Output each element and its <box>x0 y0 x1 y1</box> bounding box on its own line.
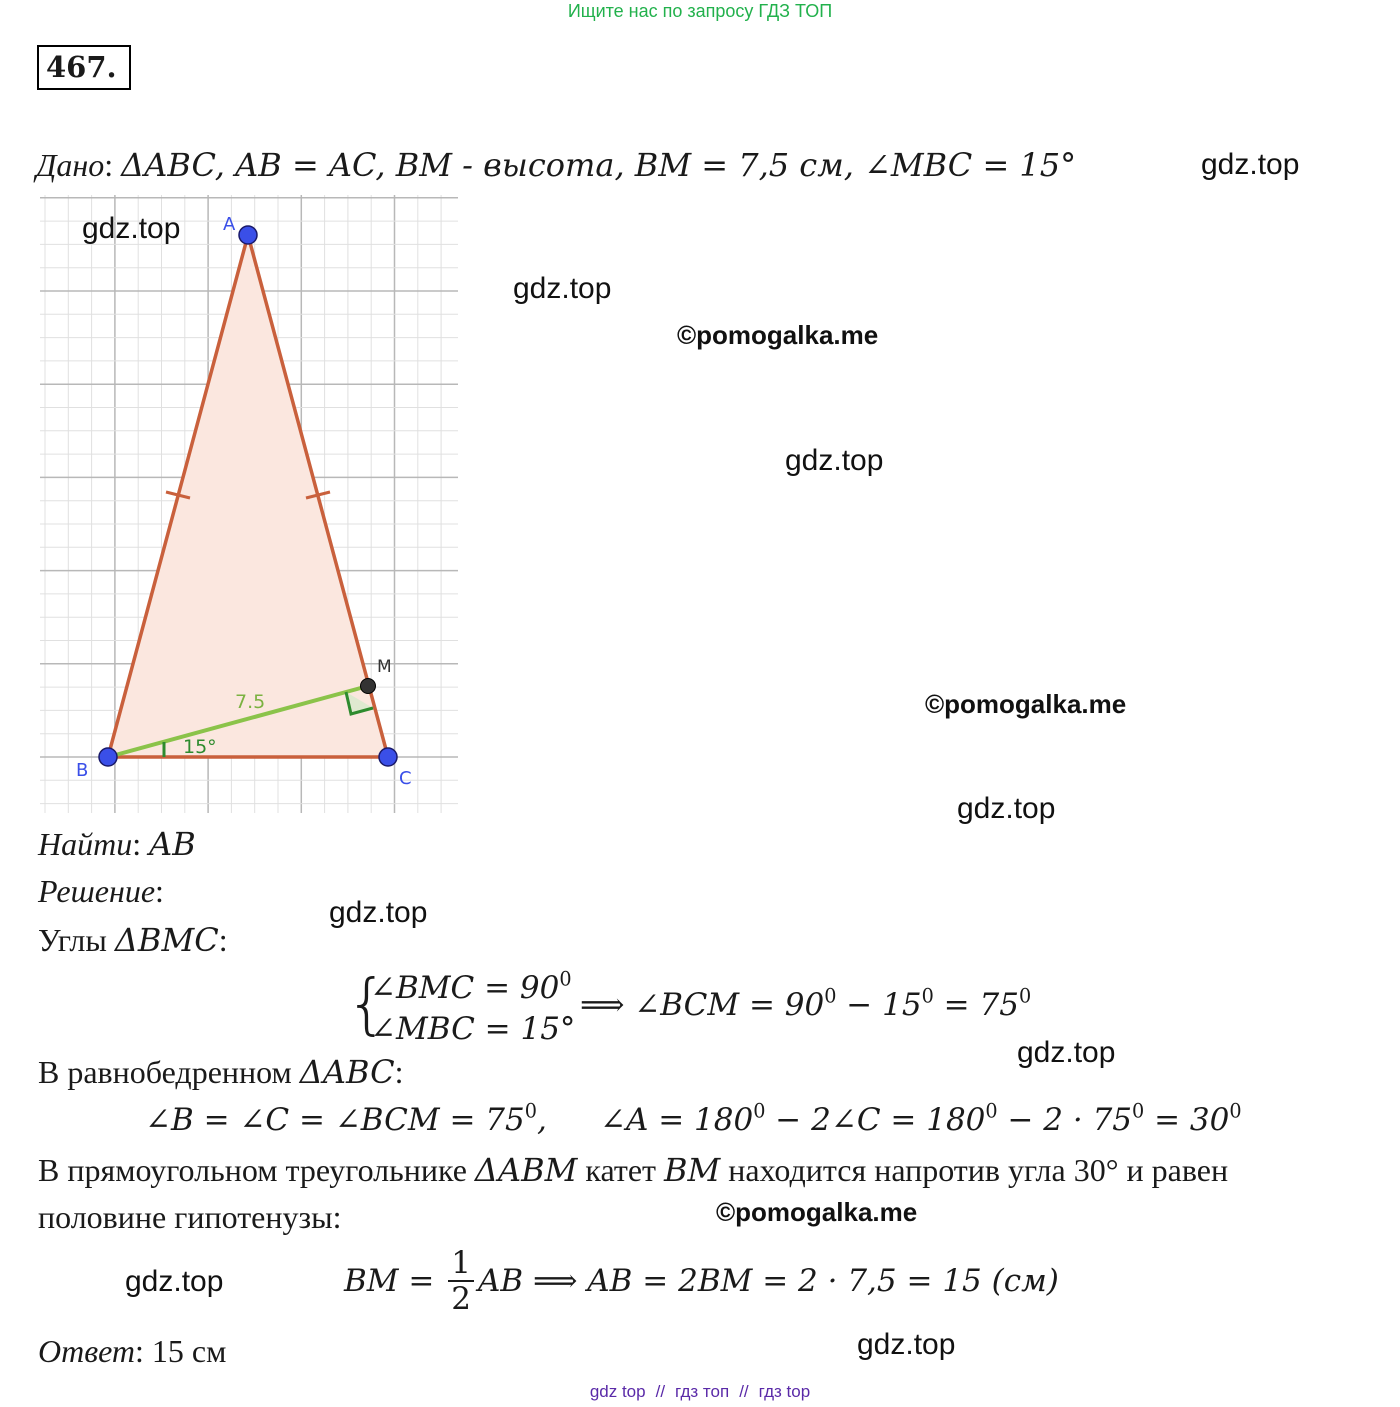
angles-heading: Углы ΔBMC: <box>38 921 228 959</box>
isosceles-line: В равнобедренном ΔABC: <box>38 1053 404 1091</box>
right-text-4: половине гипотенузы: <box>38 1199 342 1235</box>
eq-angle-b-exp: 0 <box>524 1099 537 1123</box>
eq-angle-a-3: − 2 · 75 <box>997 1102 1133 1138</box>
footer-separator: // <box>655 1382 666 1401</box>
implication-c: = 75 <box>933 987 1019 1023</box>
system-line-1 <box>370 967 572 1006</box>
system-line-2 <box>370 1011 575 1047</box>
eq-angle-a <box>600 1099 1242 1138</box>
label-vertex-b: B <box>76 760 89 781</box>
footer-link-gdz-top-ru[interactable]: гдз топ <box>675 1382 730 1401</box>
isosceles-triangle: ΔABC <box>299 1053 395 1091</box>
given-text: ΔABC, AB = AC, BM - высота, BM = 7,5 см, ∠MBC = 15° <box>121 146 1077 184</box>
eq-angle-a-2: − 2∠C = 180 <box>765 1102 986 1138</box>
final-rhs: AB ⟹ AB = 2BM = 2 · 7,5 = 15 (см) <box>477 1263 1059 1299</box>
eq-angle-a-exp-3: 0 <box>1132 1099 1145 1123</box>
watermark-gdz: gdz.top <box>857 1328 956 1361</box>
watermark-gdz: gdz.top <box>82 212 181 245</box>
vertex-a[interactable] <box>239 226 257 244</box>
right-triangle-line-2 <box>38 1199 342 1236</box>
eq-angle-b <box>145 1099 547 1138</box>
eq-angle-a-exp-4: 0 <box>1229 1099 1242 1123</box>
top-banner-link[interactable]: Ищите нас по запросу ГДЗ ТОП <box>567 1 833 21</box>
right-leg: BM <box>664 1151 721 1189</box>
solution-label-line: Решение: <box>38 873 164 909</box>
watermark-gdz: gdz.top <box>329 896 428 929</box>
watermark-gdz: gdz.top <box>785 444 884 477</box>
watermark-pomogalka: ©pomogalka.me <box>925 689 1127 719</box>
vertex-b[interactable] <box>99 748 117 766</box>
footer-separator: // <box>739 1382 749 1401</box>
given-line: Дано: ΔABC, AB = AC, BM - высота, BM = 7,5 см, ∠MBC = 15° <box>36 146 1077 184</box>
watermark-gdz: gdz.top <box>1201 148 1300 181</box>
footer-link-gdz-top-mixed[interactable]: гдз top <box>758 1382 811 1401</box>
angles-heading-text: Углы <box>38 922 115 958</box>
answer-label: Ответ <box>38 1333 135 1369</box>
implication-exp-3: 0 <box>1018 984 1032 1008</box>
eq-angle-a-4: = 30 <box>1144 1102 1230 1138</box>
fraction-numerator: 1 <box>448 1246 474 1282</box>
isosceles-text: В равнобедренном <box>38 1054 300 1090</box>
right-text-3: находится напротив угла 30° и равен <box>720 1152 1229 1188</box>
watermark-gdz: gdz.top <box>1017 1036 1116 1069</box>
answer-value: 15 см <box>151 1333 227 1369</box>
watermark-gdz: gdz.top <box>513 272 612 305</box>
given-label: Дано <box>36 147 105 183</box>
footer-links <box>0 1382 1400 1402</box>
implication-exp-1: 0 <box>824 984 837 1008</box>
vertex-c[interactable] <box>379 748 397 766</box>
label-point-m: M <box>377 657 392 677</box>
angles-heading-triangle: ΔBMC <box>114 921 219 959</box>
final-lhs: BM = <box>344 1263 445 1299</box>
right-text-2: катет <box>577 1152 665 1188</box>
watermark-gdz: gdz.top <box>957 792 1056 825</box>
eq-angle-a-exp-2: 0 <box>985 1099 998 1123</box>
eq-angle-b-tail: , <box>536 1102 547 1138</box>
triangle-figure <box>40 195 460 815</box>
footer-link-gdz-top[interactable]: gdz top <box>589 1382 646 1401</box>
label-angle-b: 15° <box>183 736 217 758</box>
fraction-denominator: 2 <box>451 1281 471 1317</box>
label-vertex-a: A <box>223 214 236 235</box>
fraction-one-half <box>448 1246 474 1316</box>
find-value: AB <box>149 825 196 863</box>
final-equation <box>344 1246 1059 1316</box>
point-m[interactable] <box>361 679 376 694</box>
system-line-1-text: ∠BMC = 90 <box>370 970 560 1006</box>
watermark-gdz: gdz.top <box>125 1265 224 1298</box>
answer-line: Ответ: 15 см <box>38 1333 227 1369</box>
find-line: Найти: AB <box>38 825 196 863</box>
eq-angle-a-1: ∠A = 180 <box>600 1102 754 1138</box>
eq-angle-a-exp-1: 0 <box>753 1099 766 1123</box>
system-line-2-text: ∠MBC = 15° <box>370 1011 576 1047</box>
solution-label: Решение <box>38 873 156 909</box>
right-triangle: ΔABM <box>474 1151 578 1189</box>
find-label: Найти <box>38 826 133 862</box>
label-side-bm: 7.5 <box>235 691 266 713</box>
problem-number: 467. <box>37 45 131 90</box>
implication-b: − 15 <box>836 987 922 1023</box>
implication-exp-2: 0 <box>921 984 934 1008</box>
system-brace: { <box>346 965 388 1042</box>
right-triangle-line-1 <box>38 1151 1228 1189</box>
label-vertex-c: C <box>399 768 412 789</box>
implication-a: ⟹ ∠BCM = 90 <box>580 987 825 1023</box>
triangle-fill <box>108 235 388 757</box>
watermark-pomogalka: ©pomogalka.me <box>716 1197 918 1227</box>
watermark-pomogalka: ©pomogalka.me <box>677 320 879 350</box>
eq-angle-b-text: ∠B = ∠C = ∠BCM = 75 <box>145 1102 525 1138</box>
right-text-1: В прямоугольном треугольнике <box>38 1152 475 1188</box>
implication <box>580 984 1032 1023</box>
system-line-1-exp: 0 <box>559 967 572 991</box>
